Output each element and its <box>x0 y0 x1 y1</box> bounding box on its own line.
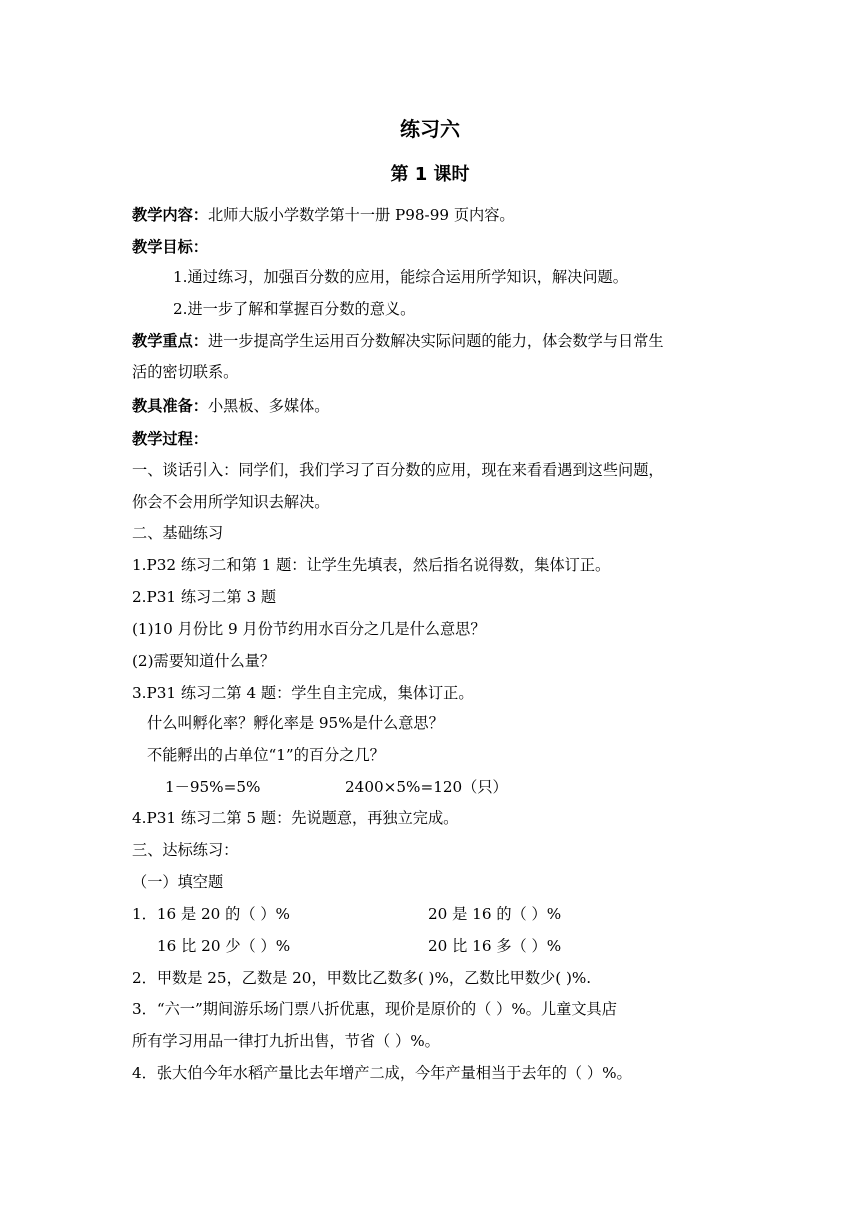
lesson-subtitle: 第 1 课时 <box>390 164 470 185</box>
fill-question: 3．“六一”期间游乐场门票八折优惠，现价是原价的（ ）%。儿童文具店 <box>132 1000 617 1018</box>
basic-subquestion: 什么叫孵化率？孵化率是 95%是什么意思？ <box>147 714 444 732</box>
teaching-content <box>132 205 515 225</box>
intro-line: 一、谈话引入：同学们，我们学习了百分数的应用，现在来看看遇到这些问题， <box>132 461 664 479</box>
teaching-goals-label: 教学目标： <box>132 238 208 256</box>
teaching-focus <box>132 331 664 351</box>
teaching-focus-text: 进一步提高学生运用百分数解决实际问题的能力，体会数学与日常生 <box>207 332 664 350</box>
basic-practice-heading: 二、基础练习 <box>132 524 224 542</box>
basic-subquestion: (1)10 月份比 9 月份节约用水百分之几是什么意思？ <box>132 620 486 638</box>
teaching-focus-label: 教学重点： <box>132 332 208 350</box>
fill-question: 4．张大伯今年水稻产量比去年增产二成，今年产量相当于去年的（ ）%。 <box>132 1064 632 1082</box>
goal-item: 2.进一步了解和掌握百分数的意义。 <box>173 300 416 318</box>
teaching-tools-text: 小黑板、多媒体。 <box>207 397 330 415</box>
standard-practice-heading: 三、达标练习： <box>132 841 239 859</box>
fill-question: 1．16 是 20 的（ ）% <box>132 905 290 923</box>
teaching-tools <box>132 396 329 416</box>
calculation: 2400×5%=120（只） <box>345 778 508 796</box>
basic-subquestion: 不能孵出的占单位“1”的百分之几？ <box>147 746 385 764</box>
basic-subquestion: (2)需要知道什么量？ <box>132 652 276 670</box>
fill-question: 所有学习用品一律打九折出售，节省（ ）%。 <box>132 1032 440 1050</box>
fill-question: 20 比 16 多（ ）% <box>428 937 562 955</box>
intro-line: 你会不会用所学知识去解决。 <box>132 493 330 511</box>
teaching-process-label: 教学过程： <box>132 430 208 448</box>
fill-question: 2．甲数是 25，乙数是 20，甲数比乙数多( )%，乙数比甲数少( )%. <box>132 969 592 987</box>
basic-item: 1.P32 练习二和第 1 题：让学生先填表，然后指名说得数，集体订正。 <box>132 556 611 574</box>
basic-item: 3.P31 练习二第 4 题：学生自主完成，集体订正。 <box>132 684 474 702</box>
teaching-tools-label: 教具准备： <box>132 397 208 415</box>
fill-question: 20 是 16 的（ ）% <box>428 905 562 923</box>
fill-blank-heading: （一）填空题 <box>132 873 224 891</box>
calculation: 1－95%=5% <box>165 778 261 796</box>
goal-item: 1.通过练习，加强百分数的应用，能综合运用所学知识，解决问题。 <box>173 268 628 286</box>
document-title: 练习六 <box>400 117 460 141</box>
fill-question: 16 比 20 少（ ）% <box>157 937 291 955</box>
basic-item: 4.P31 练习二第 5 题：先说题意，再独立完成。 <box>132 809 459 827</box>
teaching-content-text: 北师大版小学数学第十一册 P98-99 页内容。 <box>207 206 515 224</box>
teaching-focus-continued: 活的密切联系。 <box>132 363 239 381</box>
basic-item: 2.P31 练习二第 3 题 <box>132 588 277 606</box>
teaching-content-label: 教学内容： <box>132 206 208 224</box>
